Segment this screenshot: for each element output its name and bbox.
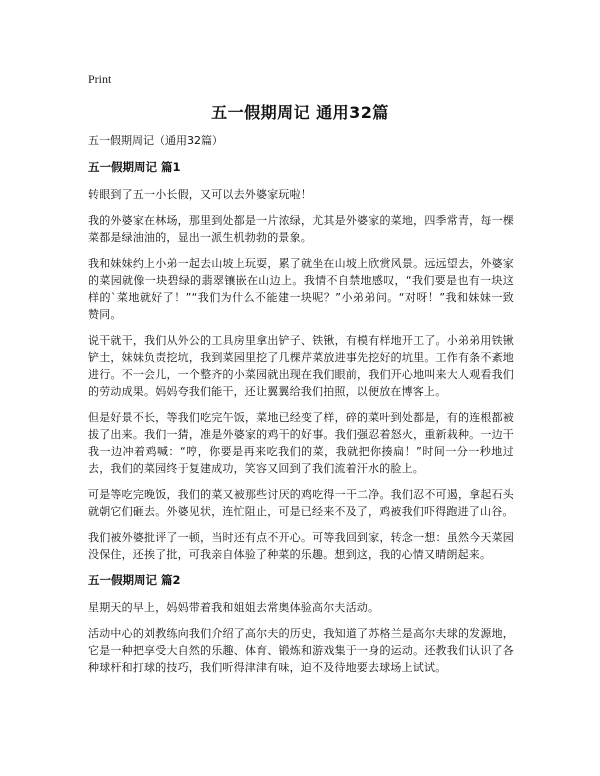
article-subtitle: 五一假期周记（通用32篇）	[88, 134, 223, 147]
paragraph: 转眼到了五一小长假，又可以去外婆家玩啦！	[88, 188, 312, 201]
page-title: 五一假期周记 通用32篇	[211, 103, 389, 122]
paragraph: 我们被外婆批评了一顿，当时还有点不开心。可等我回到家，转念一想：虽然今天菜园没保住，还挨了批，可我亲自体验了种菜的乐趣。想到这，我的心情又晴朗起来。	[88, 531, 514, 561]
section-heading: 五一假期周记 篇1	[88, 160, 181, 174]
paragraph: 我的外婆家在林场，那里到处都是一片浓绿，尤其是外婆家的菜地，四季常青，每一棵菜都是绿油油的，显出一派生机勃勃的景象。	[88, 214, 514, 244]
section-heading: 五一假期周记 篇2	[88, 573, 181, 587]
section-1	[88, 159, 514, 563]
paragraph: 说干就干，我们从外公的工具房里拿出铲子、铁锹，有模有样地开工了。小弟弟用铁锹铲土，妹妹负责挖坑，我到菜园里挖了几棵芹菜放进事先挖好的坑里。工作有条不紊地进行。不一会儿，一个整齐的小菜园就出现在我们眼前，我们开心地叫来大人观看我们的劳动成果。妈妈夸我们能干，还让翼翼给我们拍照，以便放在博客上。	[88, 334, 514, 398]
paragraph: 星期天的早上，妈妈带着我和姐姐去常奥体验高尔夫活动。	[88, 601, 380, 614]
paragraph: 我和妹妹约上小弟一起去山坡上玩耍，累了就坐在山坡上欣赏风景。远远望去，外婆家的菜园就像一块碧绿的翡翠镶嵌在山边上。我情不自禁地感叹，“我们要是也有一块这样的`菜地就好了！”“我们为什么不能建一块呢？”小弟弟问。“对呀！”我和妹妹一致赞同。	[88, 257, 514, 321]
article-body	[88, 132, 514, 685]
paragraph: 可是等吃完晚饭，我们的菜又被那些讨厌的鸡吃得一干二净。我们忍不可遏，拿起石头就朝它们砸去。外婆见状，连忙阻止，可是已经来不及了，鸡被我们吓得跑进了山谷。	[88, 488, 514, 518]
paragraph: 但是好景不长，等我们吃完午饭，菜地已经变了样，碎的菜叶到处都是，有的连根都被拔了出来。我们一猜，准是外婆家的鸡干的好事。我们强忍着怒火，重新栽种。一边干我一边冲着鸡喊：“哼，你要是再来吃我们的菜，我就把你揍扁！”时间一分一秒地过去，我们的菜园终于复建成功，笑容又回到了我们流着汗水的脸上。	[88, 411, 514, 475]
section-2	[88, 572, 514, 676]
print-link[interactable]: Print	[88, 72, 112, 86]
paragraph: 活动中心的刘教练向我们介绍了高尔夫的历史，我知道了苏格兰是高尔夫球的发源地，它是一种把享受大自然的乐趣、体育、锻炼和游戏集于一身的运动。还教我们认识了各种球杆和打球的技巧，我们听得津津有味，迫不及待地要去球场上试试。	[88, 627, 514, 674]
